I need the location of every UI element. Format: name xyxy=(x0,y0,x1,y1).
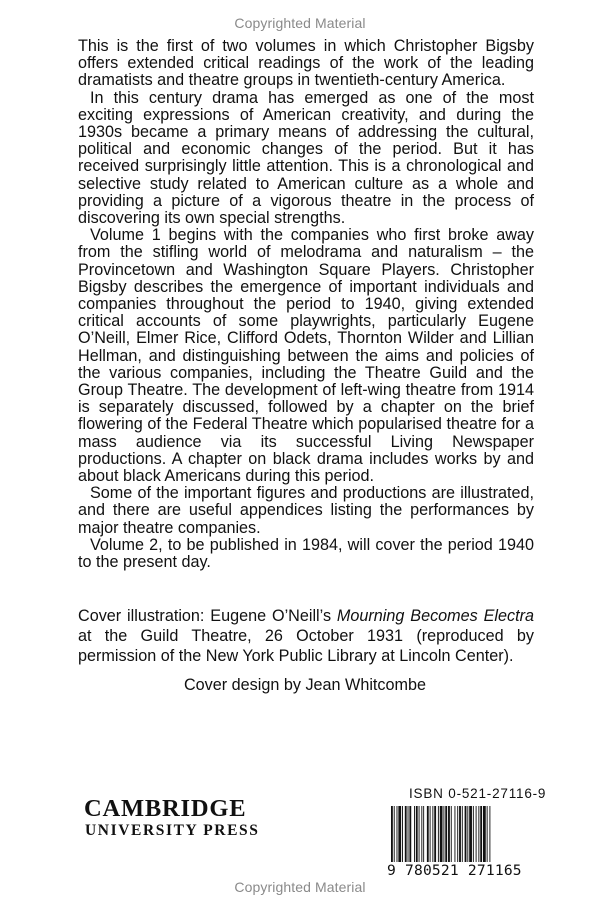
barcode-bar xyxy=(483,806,486,864)
barcode-bar xyxy=(438,806,439,864)
barcode-bar xyxy=(402,806,403,864)
cover-illustration-caption xyxy=(78,606,534,666)
paragraph-illustrations: Some of the important figures and productions are illustrated, and there are useful appendices listing the performances by major theatre companies. xyxy=(78,484,534,537)
paragraph-volume-1: Volume 1 begins with the companies who first broke away from the stifling world of melodrama and naturalism – the Provincetown and Washington Square Players. Christopher Bigsby describes the emergence of important individuals and companies throughout the period to 1940, giving extended critical accounts of some playwrights, particularly Eugene O’Neill, Elmer Rice, Clifford Odets, Thornton Wilder and Lillian Hellman, and distinguishing between the aims and policies of the various companies, including the Theatre Guild and the Group Theatre. The development of left-wing theatre from 1914 is separately discussed, followed by a chapter on the brief flowering of the Federal Theatre which popularised theatre for a mass audience via its successful Living Newspaper productions. A chapter on black drama includes works by and about black Americans during this period. xyxy=(78,226,534,486)
blurb-text xyxy=(78,38,534,571)
barcode-bar xyxy=(480,806,482,864)
cover-design-credit: Cover design by Jean Whitcombe xyxy=(183,676,427,694)
barcode-bar xyxy=(423,806,424,864)
barcode-bar xyxy=(427,806,429,864)
caption-prefix: Cover illustration: Eugene O’Neill’s xyxy=(78,607,337,625)
paragraph-context: In this century drama has emerged as one of the most exciting expressions of American creativity, and during the 1930s became a primary means of addressing the cultural, political and economic changes of the period. But it has received surprisingly little attention. This is a chronological and selective study related to American culture as a whole and providing a picture of a vigorous theatre in the process of discovering its own special strengths. xyxy=(78,88,534,228)
barcode-bar xyxy=(478,806,479,864)
isbn-label: ISBN 0-521-27116-9 xyxy=(409,786,547,801)
publisher-subname: UNIVERSITY PRESS xyxy=(85,822,260,839)
caption-suffix: at the Guild Theatre, 26 October 1931 (reproduced by permission of the New York Public Library at Lincoln Center). xyxy=(78,627,534,665)
barcode-bar xyxy=(462,806,463,864)
barcode-bar xyxy=(398,806,401,864)
barcode-number: 9 780521 271165 xyxy=(387,862,522,879)
barcode-bar xyxy=(473,806,474,864)
barcode-bar xyxy=(457,806,458,864)
barcode-bar xyxy=(414,806,415,864)
barcode-bar xyxy=(465,806,467,864)
barcode-bar xyxy=(430,806,431,864)
watermark-top: Copyrighted Material xyxy=(234,15,366,31)
barcode-bar xyxy=(419,806,420,864)
barcode-bar xyxy=(416,806,418,864)
barcode-bar xyxy=(434,806,436,864)
barcode-bar xyxy=(408,806,409,864)
barcode-bar xyxy=(454,806,455,864)
barcode-bar xyxy=(445,806,447,864)
barcode-bar xyxy=(421,806,422,864)
barcode-bar xyxy=(487,806,488,864)
barcode-bar xyxy=(467,806,468,864)
barcode-bar xyxy=(476,806,477,864)
publisher-logo xyxy=(84,797,259,841)
publisher-name: CAMBRIDGE xyxy=(84,795,247,822)
barcode-bar xyxy=(469,806,472,864)
paragraph-volume-2: Volume 2, to be published in 1984, will cover the period 1940 to the present day. xyxy=(78,535,534,572)
barcode-bar xyxy=(448,806,450,864)
barcode-bar xyxy=(409,806,411,864)
paragraph-intro: This is the first of two volumes in which Christopher Bigsby offers extended critical readings of the work of the leading dramatists and theatre groups in twentieth-century America. xyxy=(78,37,534,90)
barcode-bar xyxy=(405,806,407,864)
barcode-bar xyxy=(397,806,398,864)
caption-play-title: Mourning Becomes Electra xyxy=(336,607,535,625)
watermark-bottom: Copyrighted Material xyxy=(234,879,366,895)
barcode-bar xyxy=(432,806,433,864)
barcode-bar xyxy=(451,806,452,864)
barcode-bar xyxy=(459,806,461,864)
